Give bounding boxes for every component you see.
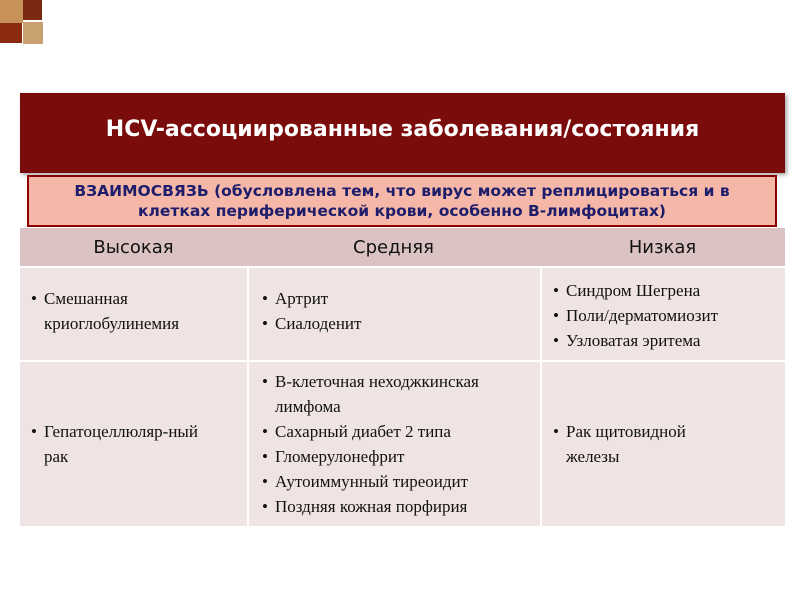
list-item: • Рак щитовидной железы [550, 419, 736, 469]
cell-medium [247, 362, 540, 526]
list-low [550, 278, 718, 353]
list-item: • Синдром Шегрена [550, 278, 718, 303]
column-header-medium: Средняя [353, 236, 434, 258]
cell-high [20, 362, 247, 526]
list-item: • Гепатоцеллюляр-ный рак [28, 419, 214, 469]
table-header-row [20, 228, 785, 266]
slide-title-bar [20, 93, 785, 173]
list-high [28, 286, 229, 336]
corner-decoration-square [0, 0, 23, 23]
table-row [20, 268, 785, 360]
list-item: • Поздняя кожная порфирия [259, 494, 515, 519]
disease-association-table [20, 228, 785, 526]
table-row [20, 362, 785, 526]
cell-high [20, 268, 247, 360]
column-header-high: Высокая [93, 236, 174, 258]
list-item: • Узловатая эритема [550, 328, 718, 353]
list-item: • Сиалоденит [259, 311, 361, 336]
cell-medium [247, 268, 540, 360]
corner-decoration-square [0, 23, 22, 43]
list-item: • Артрит [259, 286, 361, 311]
slide-title: HCV-ассоциированные заболевания/состояния [105, 117, 700, 142]
corner-decoration-square [23, 0, 42, 20]
column-header-low: Низкая [628, 236, 697, 258]
cell-low [540, 362, 785, 526]
list-item: • Поли/дерматомиозит [550, 303, 718, 328]
list-medium [259, 286, 361, 336]
list-item: • Гломерулонефрит [259, 444, 515, 469]
corner-decoration-square [23, 22, 43, 44]
banner-text: ВЗАИМОСВЯЗЬ (обусловлена тем, что вирус может реплицироваться и в клетках периферической крови, особенно В-лимфоцитах) [74, 182, 730, 220]
list-item: • В-клеточная неходжкинская лимфома [259, 369, 515, 419]
list-high [28, 419, 214, 469]
list-item: • Смешанная криоглобулинемия [28, 286, 229, 336]
list-medium [259, 369, 515, 519]
list-item: • Сахарный диабет 2 типа [259, 419, 515, 444]
cell-low [540, 268, 785, 360]
list-low [550, 419, 736, 469]
list-item: • Аутоиммунный тиреоидит [259, 469, 515, 494]
relationship-banner [27, 175, 777, 227]
